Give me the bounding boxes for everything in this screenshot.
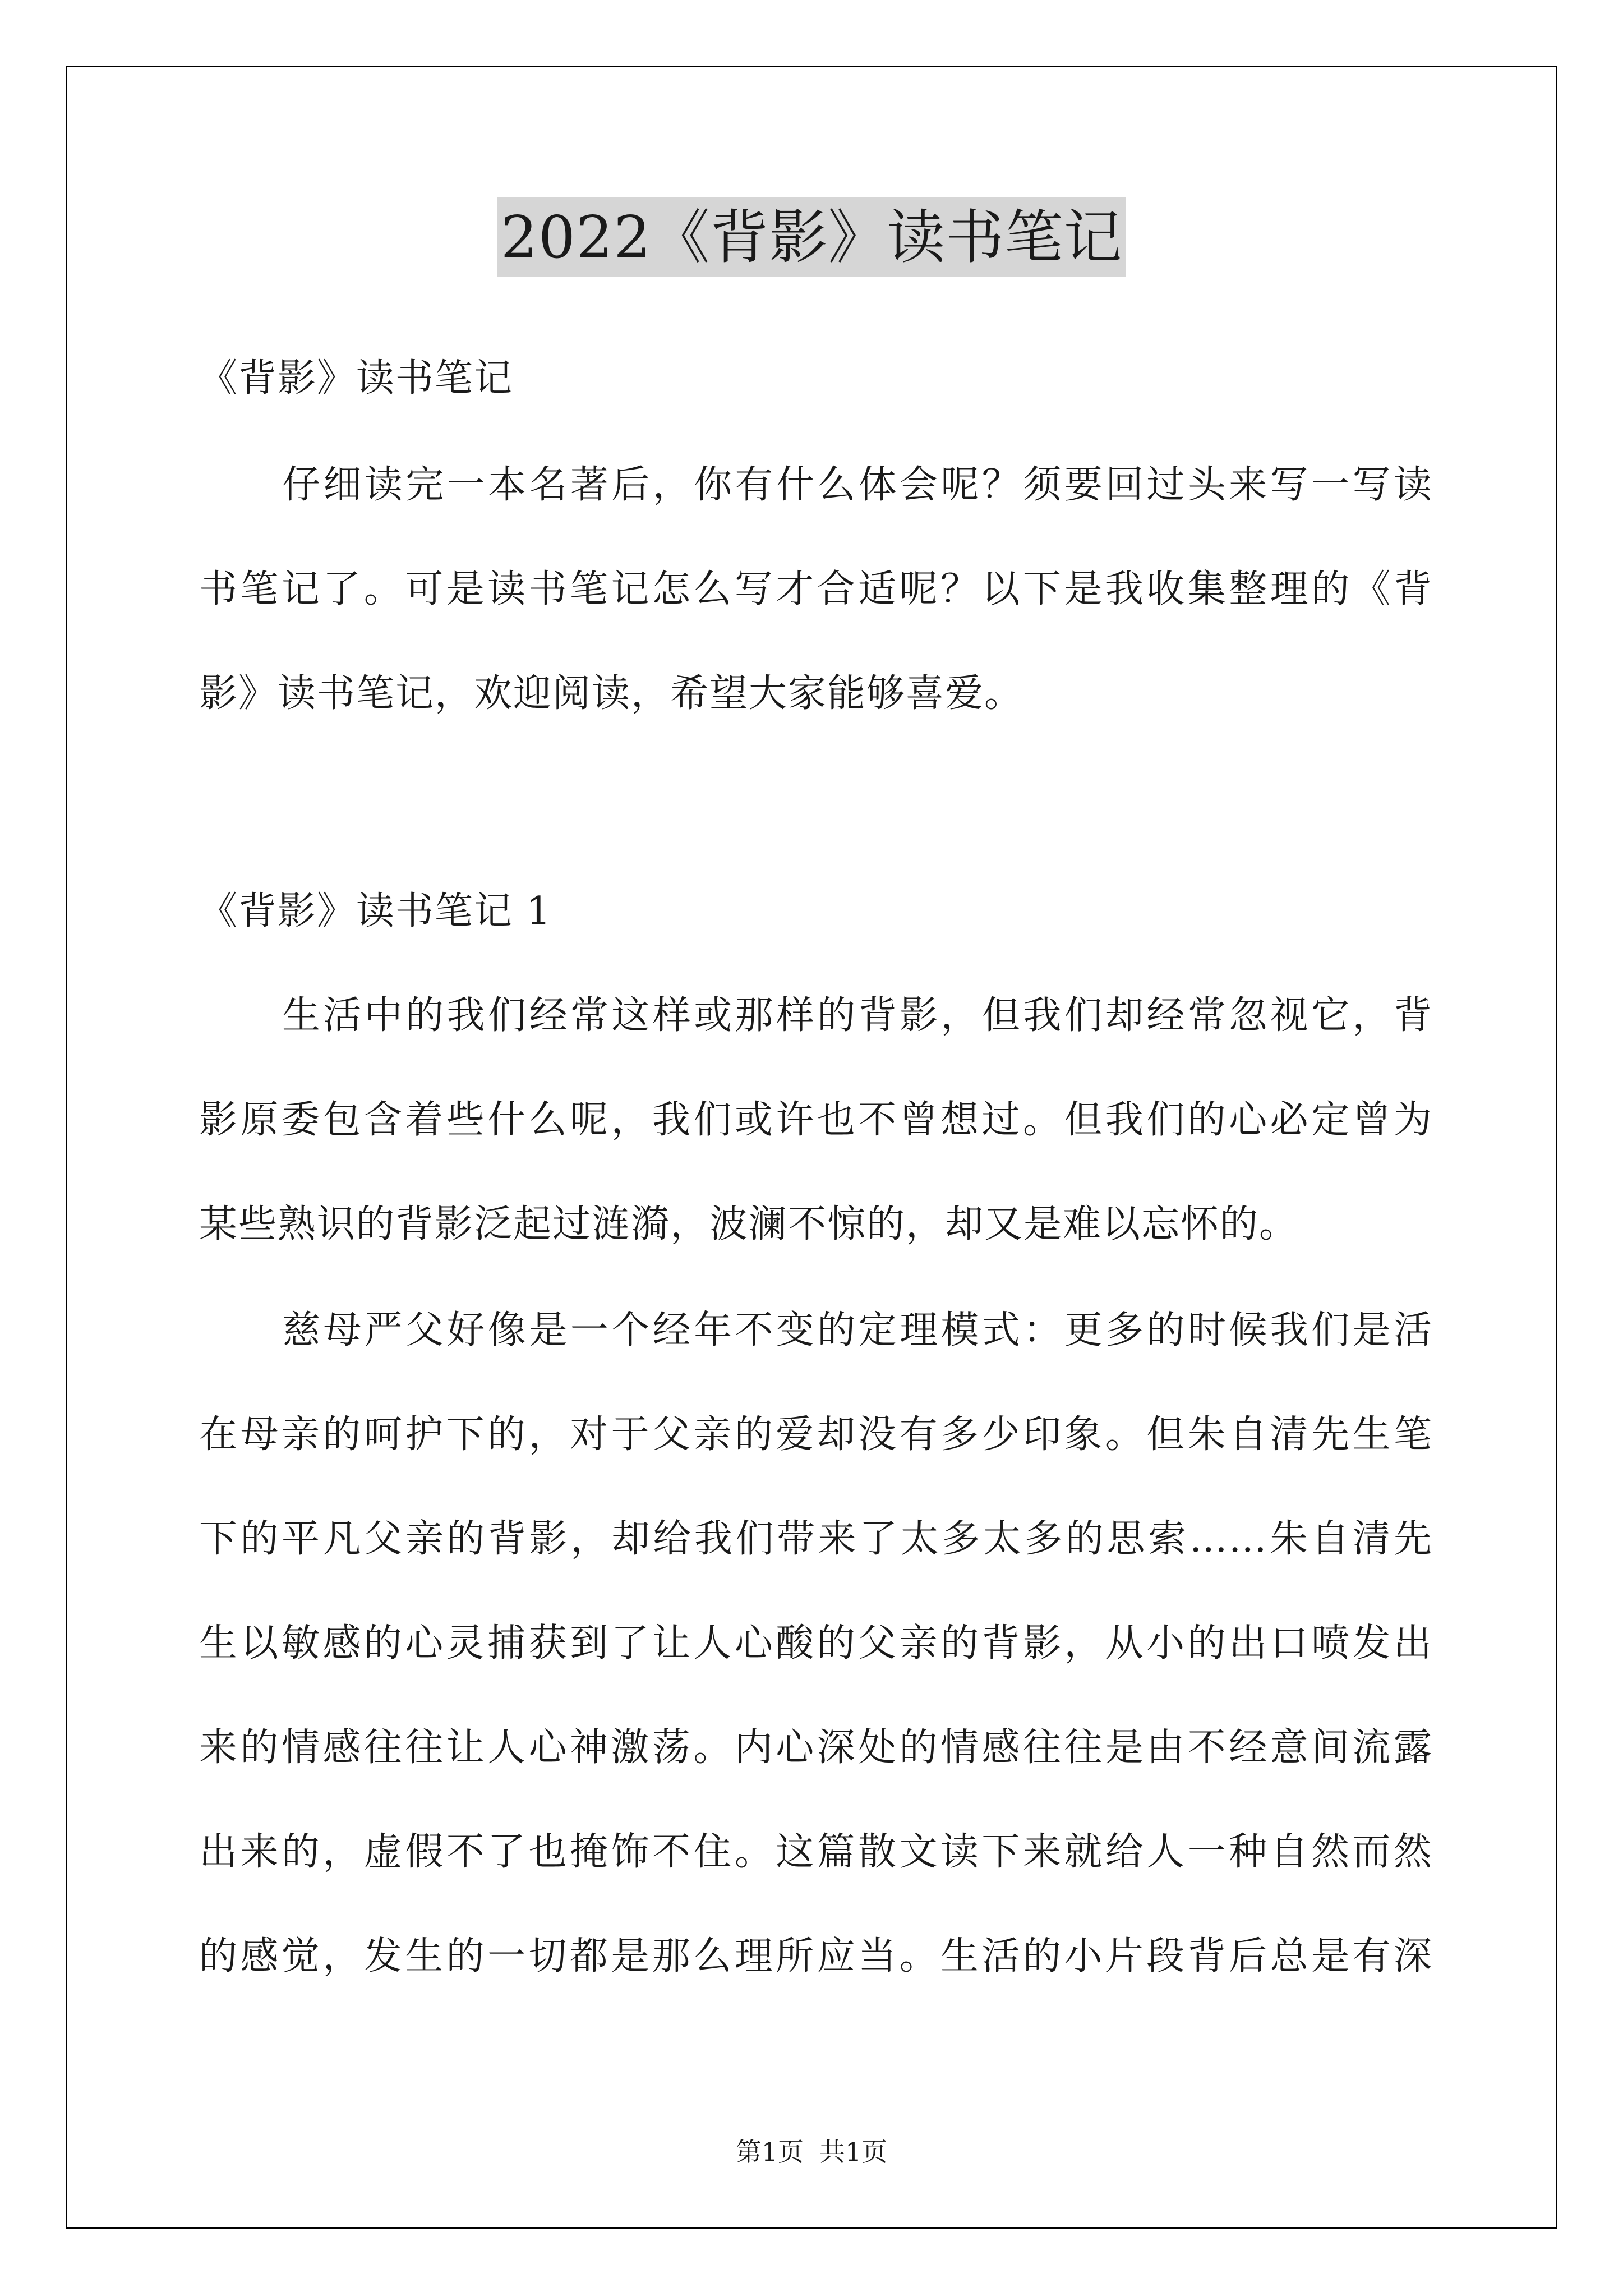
para1-line-2: 影原委包含着些什么呢，我们或许也不曾想过。但我们的心必定曾为 [199, 1098, 1433, 1142]
title-container [0, 197, 1623, 277]
para2-line-2: 在母亲的呵护下的，对于父亲的爱却没有多少印象。但朱自清先生笔 [199, 1412, 1433, 1457]
para2-line-3: 下的平凡父亲的背影，却给我们带来了太多太多的思索……朱自清先 [199, 1517, 1433, 1561]
para2-line-1: 慈母严父好像是一个经年不变的定理模式：更多的时候我们是活 [282, 1308, 1433, 1352]
para1-line-3: 某些熟识的背影泛起过涟漪，波澜不惊的，却又是难以忘怀的。 [199, 1202, 1299, 1246]
section-heading: 《背影》读书笔记 1 [199, 889, 552, 933]
para1-line-1: 生活中的我们经常这样或那样的背影，但我们却经常忽视它，背 [282, 993, 1433, 1038]
para2-line-4: 生以敏感的心灵捕获到了让人心酸的父亲的背影，从小的出口喷发出 [199, 1621, 1433, 1665]
page-total: 共1页 [819, 2137, 888, 2167]
intro-line-1: 仔细读完一本名著后，你有什么体会呢？须要回过头来写一写读 [282, 463, 1433, 507]
para2-line-5: 来的情感往往让人心神激荡。内心深处的情感往往是由不经意间流露 [199, 1726, 1433, 1770]
page-footer [0, 2135, 1623, 2169]
intro-line-2: 书笔记了。可是读书笔记怎么写才合适呢？以下是我收集整理的《背 [199, 567, 1433, 611]
page-number: 第1页 [735, 2137, 804, 2167]
para2-line-6: 出来的，虚假不了也掩饰不住。这篇散文读下来就给人一种自然而然 [199, 1830, 1433, 1874]
intro-line-3: 影》读书笔记，欢迎阅读，希望大家能够喜爱。 [199, 671, 1024, 716]
para2-line-7: 的感觉，发生的一切都是那么理所应当。生活的小片段背后总是有深 [199, 1934, 1433, 1978]
subtitle: 《背影》读书笔记 [199, 356, 514, 401]
document-title: 2022《背影》读书笔记 [497, 197, 1126, 277]
